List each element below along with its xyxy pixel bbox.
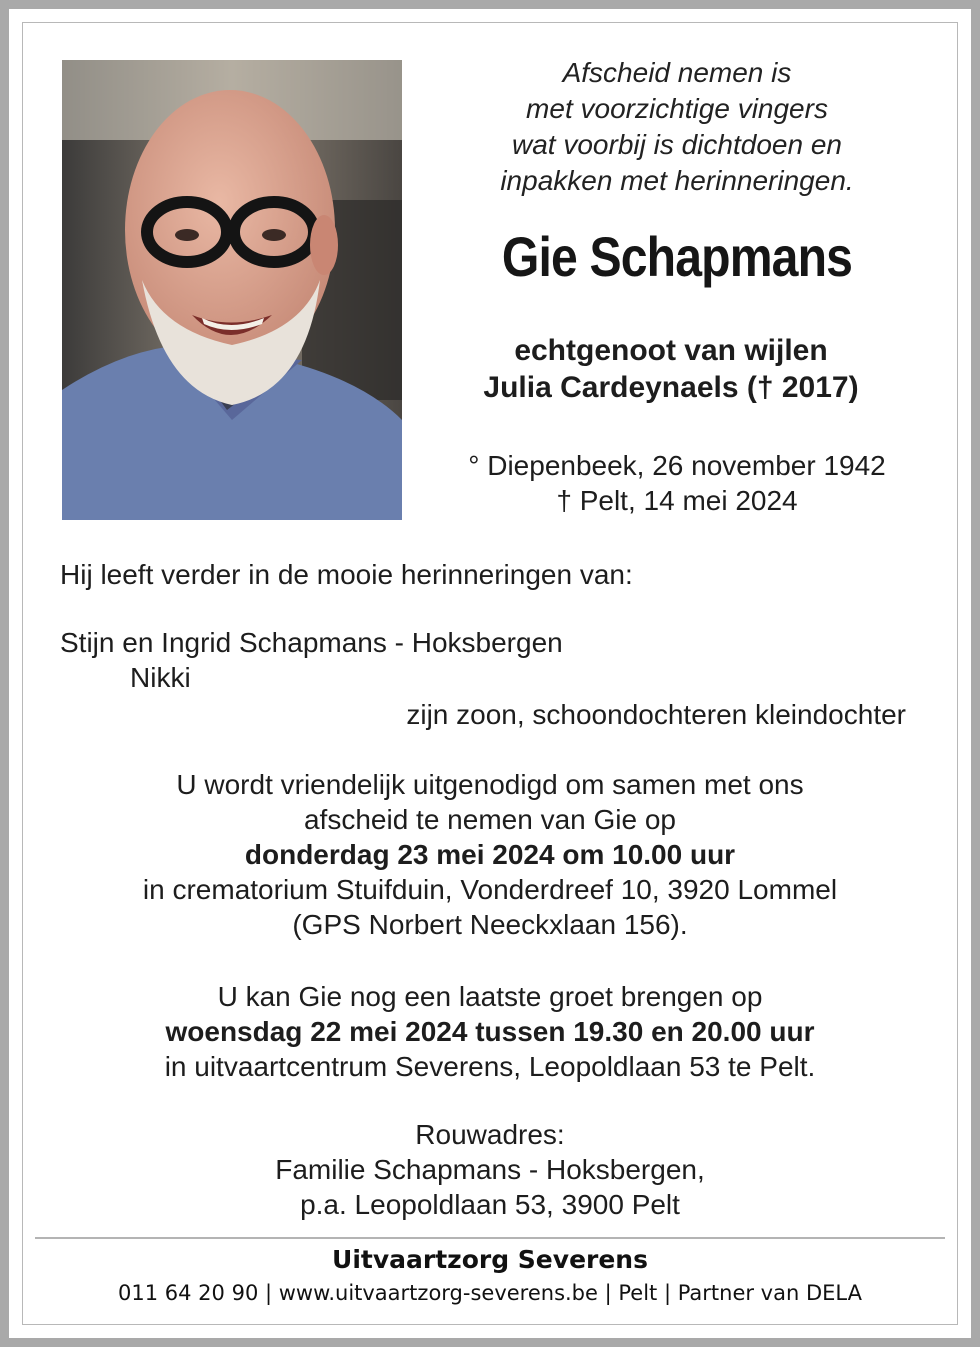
visitation-datetime-text: woensdag 22 mei 2024 tussen 19.30 en 20.00 uur [165, 1016, 815, 1047]
visitation-text: U kan Gie nog een laatste groet brengen op [217, 981, 763, 1012]
mourning-address-line: p.a. Leopoldlaan 53, 3900 Pelt [300, 1189, 680, 1220]
family-relation: zijn zoon, schoondochteren kleindochter [406, 699, 906, 730]
family-intro: Hij leeft verder in de mooie herinneringen van: [60, 559, 633, 590]
ceremony-info [0, 767, 980, 942]
footer-divider [35, 1237, 945, 1239]
mourning-address-line: Familie Schapmans - Hoksbergen, [275, 1154, 705, 1185]
visitation-location: in uitvaartcentrum Severens, Leopoldlaan 53 te Pelt. [164, 1051, 816, 1082]
visitation-info [0, 979, 980, 1084]
ceremony-datetime-text: donderdag 23 mei 2024 om 10.00 uur [244, 839, 736, 870]
ceremony-invite: afscheid te nemen van Gie op [303, 804, 676, 835]
mourning-address [0, 1117, 980, 1222]
undertaker-contact: 011 64 20 90 | www.uitvaartzorg-severens.be | Pelt | Partner van DELA [118, 1281, 862, 1305]
portrait-photo [62, 60, 402, 520]
spouse-info [426, 332, 916, 406]
mourning-address-label: Rouwadres: [415, 1119, 565, 1150]
family-member: Stijn en Ingrid Schapmans - Hoksbergen [60, 627, 563, 658]
deceased-name: Gie Schapmans [501, 225, 853, 288]
ceremony-invite: U wordt vriendelijk uitgenodigd om samen met ons [176, 769, 804, 800]
ceremony-location: in crematorium Stuifduin, Vonderdreef 10, 3920 Lommel [142, 874, 838, 905]
family-member: Nikki [130, 662, 191, 693]
birth-date: ° Diepenbeek, 26 november 1942 [468, 450, 886, 481]
spouse-line: echtgenoot van wijlen [514, 334, 828, 367]
visitation-datetime [0, 1014, 980, 1049]
poem-line: wat voorbij is dichtdoen en [512, 129, 842, 160]
undertaker-name: Uitvaartzorg Severens [332, 1245, 648, 1274]
poem [432, 55, 922, 199]
spouse-name: Julia Cardeynaels († 2017) [483, 371, 859, 404]
ceremony-datetime [0, 837, 980, 872]
death-date: † Pelt, 14 mei 2024 [556, 485, 798, 516]
poem-line: Afscheid nemen is [562, 57, 792, 88]
life-dates [432, 448, 922, 518]
poem-line: met voorzichtige vingers [526, 93, 828, 124]
ceremony-gps: (GPS Norbert Neeckxlaan 156). [292, 909, 688, 940]
poem-line: inpakken met herinneringen. [500, 165, 854, 196]
